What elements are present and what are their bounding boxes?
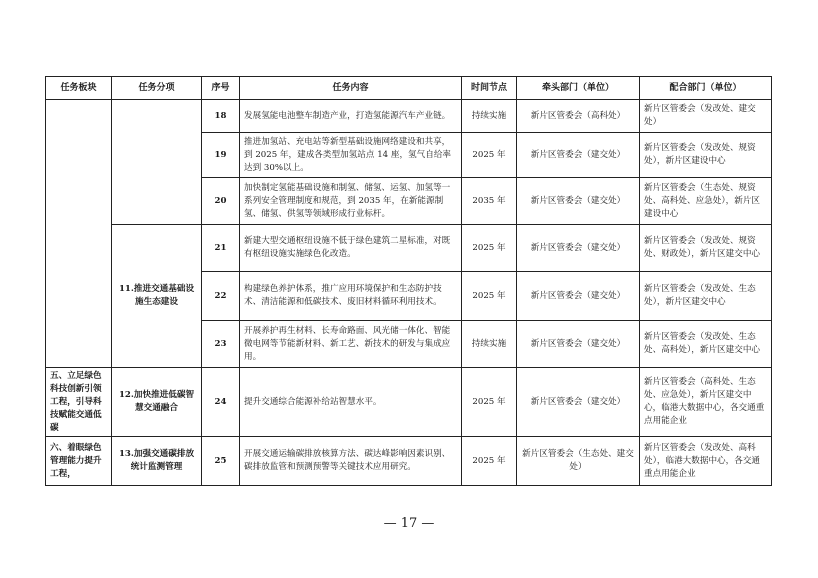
table-header-row [46,77,772,100]
row-no: 20 [202,178,240,225]
row-coop: 新片区管委会（生态处、规资处、高科处、应急处），新片区建设中心 [640,178,772,225]
row-coop: 新片区管委会（发改处、生态处、高科处），新片区建交中心 [640,321,772,368]
row-coop: 新片区管委会（高科处、生态处、应急处），新片区建交中心，临港大数据中心，各交通重点用能企业 [640,368,772,437]
row-coop: 新片区管委会（发改处、规资处、财政处），新片区建交中心 [640,225,772,272]
row-lead: 新片区管委会（生态处、建交处） [517,437,640,486]
row-coop: 新片区管委会（发改处、规资处），新片区建设中心 [640,133,772,178]
row-content: 提升交通综合能源补给站智慧水平。 [240,368,462,437]
row-time: 2025 年 [462,368,517,437]
row-lead: 新片区管委会（高科处） [517,100,640,133]
table-row [46,100,772,133]
row-time: 2025 年 [462,437,517,486]
header-cooperating-department: 配合部门（单位） [640,77,772,100]
row-time: 2025 年 [462,225,517,272]
row-coop: 新片区管委会（发改处、高科处），临港大数据中心，各交通重点用能企业 [640,437,772,486]
header-lead-department: 牵头部门（单位） [517,77,640,100]
row-lead: 新片区管委会（建交处） [517,272,640,321]
row-coop: 新片区管委会（发改处、生态处），新片区建交中心 [640,272,772,321]
subitem-cell-continued [112,100,202,225]
subitem-cell: 11.推进交通基础设施生态建设 [112,225,202,368]
row-lead: 新片区管委会（建交处） [517,368,640,437]
row-content: 推进加氢站、充电站等新型基础设施网络建设和共享，到 2025 年，建成各类型加氢站点 14 座，氢气自给率达到 30%以上。 [240,133,462,178]
row-time: 2025 年 [462,272,517,321]
section-cell: 六、着眼绿色管理能力提升工程， [46,437,112,486]
row-content: 开展养护再生材料、长寿命路面、风光储一体化、智能微电网等节能新材料、新工艺、新技术的研发与集成应用。 [240,321,462,368]
row-time: 持续实施 [462,321,517,368]
section-cell: 五、立足绿色科技创新引领工程，引导科技赋能交通低碳 [46,368,112,437]
row-no: 18 [202,100,240,133]
row-content: 新建大型交通枢纽设施不低于绿色建筑二星标准，对既有枢纽设施实施绿色化改造。 [240,225,462,272]
row-content: 加快制定氢能基础设施和制氢、储氢、运氢、加氢等一系列安全管理制度和规范，到 2035 年，在新能源制氢、储氢、供氢等领域形成行业标杆。 [240,178,462,225]
subitem-cell: 12.加快推进低碳智慧交通融合 [112,368,202,437]
row-lead: 新片区管委会（建交处） [517,133,640,178]
row-no: 25 [202,437,240,486]
table-row [46,225,772,272]
row-coop: 新片区管委会（发改处、建交处） [640,100,772,133]
table-row [46,368,772,437]
row-lead: 新片区管委会（建交处） [517,178,640,225]
header-task-content: 任务内容 [240,77,462,100]
task-table [45,76,772,486]
page-number: — 17 — [383,516,435,531]
row-lead: 新片区管委会（建交处） [517,225,640,272]
header-time-node: 时间节点 [462,77,517,100]
section-cell-continued [46,100,112,368]
row-content: 发展氢能电池整车制造产业，打造氢能源汽车产业链。 [240,100,462,133]
row-no: 23 [202,321,240,368]
row-time: 2035 年 [462,178,517,225]
row-no: 21 [202,225,240,272]
table-row [46,437,772,486]
row-content: 开展交通运输碳排放核算方法、碳达峰影响因素识别、碳排放监管和预测预警等关键技术应用研究。 [240,437,462,486]
row-lead: 新片区管委会（建交处） [517,321,640,368]
header-task-subitem: 任务分项 [112,77,202,100]
header-task-block: 任务板块 [46,77,112,100]
row-no: 24 [202,368,240,437]
row-no: 19 [202,133,240,178]
subitem-cell: 13.加强交通碳排放统计监测管理 [112,437,202,486]
row-time: 持续实施 [462,100,517,133]
header-serial-no: 序号 [202,77,240,100]
row-time: 2025 年 [462,133,517,178]
row-content: 构建绿色养护体系，推广应用环境保护和生态防护技术、清洁能源和低碳技术、废旧材料循环利用技术。 [240,272,462,321]
row-no: 22 [202,272,240,321]
